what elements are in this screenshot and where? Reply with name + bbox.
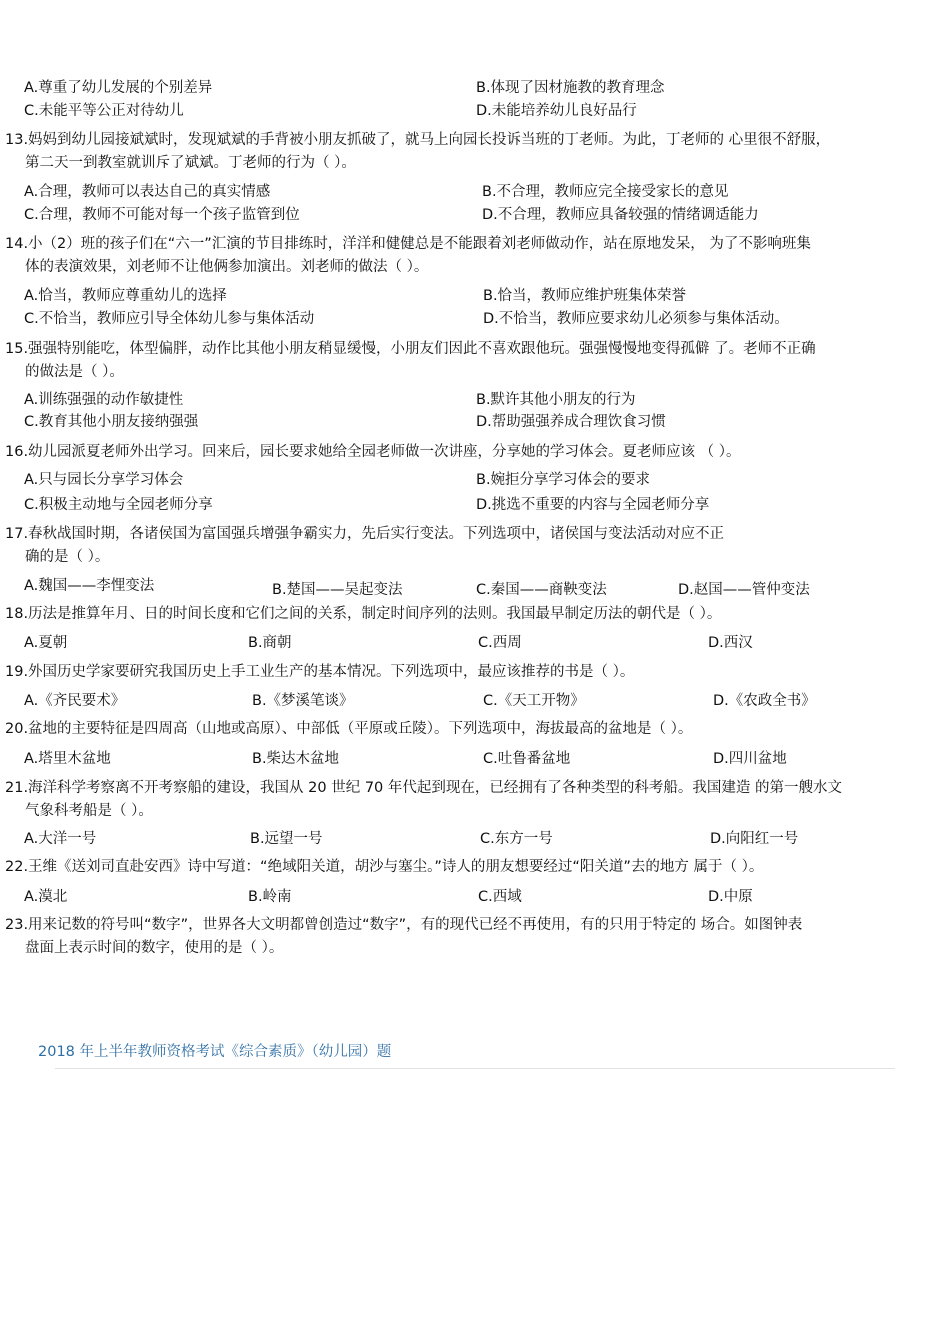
footer-title: 2018 年上半年教师资格考试《综合素质》（幼儿园）题 <box>38 1044 392 1060</box>
q21-stem <box>5 777 935 823</box>
q21-option-b: B.远望一号 <box>250 831 323 847</box>
q12-option-c: C.未能平等公正对待幼儿 <box>24 103 184 119</box>
q12-options-row-1 <box>0 77 950 99</box>
q12-option-d: D.未能培养幼儿良好品行 <box>476 103 637 119</box>
q23-stem <box>5 914 935 960</box>
q13-stem-line-2: 第二天一到教室就训斥了斌斌。丁老师的行为（ ）。 <box>25 155 356 171</box>
q16-option-c: C.积极主动地与全园老师分享 <box>24 497 213 513</box>
q21-stem-line-1: 21.海洋科学考察离不开考察船的建设，我国从 20 世纪 70 年代起到现在，已经拥有了各种类型的科考船。我国建造 的第一艘水文 <box>5 780 843 796</box>
q16-option-b: B.婉拒分享学习体会的要求 <box>476 472 651 488</box>
q14-option-b: B.恰当，教师应维护班集体荣誉 <box>483 288 687 304</box>
q16-stem <box>5 441 935 464</box>
q20-option-c: C.吐鲁番盆地 <box>483 751 571 767</box>
q21-option-c: C.东方一号 <box>480 831 553 847</box>
q18-stem <box>5 603 935 626</box>
q23-stem-line-2: 盘面上表示时间的数字，使用的是（ ）。 <box>25 940 284 956</box>
q15-stem-line-2: 的做法是（ ）。 <box>25 364 124 380</box>
q22-option-c: C.西域 <box>478 889 522 905</box>
q16-option-d: D.挑选不重要的内容与全园老师分享 <box>476 497 710 513</box>
q17-stem <box>5 523 935 569</box>
footer-divider <box>55 1068 895 1069</box>
q13-option-c: C.合理，教师不可能对每一个孩子监管到位 <box>24 207 300 223</box>
q22-option-b: B.岭南 <box>248 889 292 905</box>
q14-option-d: D.不恰当，教师应要求幼儿必须参与集体活动。 <box>483 311 789 327</box>
q16-stem-line-1: 16.幼儿园派夏老师外出学习。回来后，园长要求她给全园老师做一次讲座，分享她的学习体会。夏老师应该 （ ）。 <box>5 444 741 460</box>
q15-option-d: D.帮助强强养成合理饮食习惯 <box>476 414 666 430</box>
q15-stem <box>5 338 935 384</box>
q21-stem-line-2: 气象科考船是（ ）。 <box>25 803 153 819</box>
q14-stem-line-2: 体的表演效果，刘老师不让他俩参加演出。刘老师的做法（ ）。 <box>25 259 429 275</box>
q22-option-a: A.漠北 <box>24 889 68 905</box>
q15-stem-line-1: 15.强强特别能吃，体型偏胖，动作比其他小朋友稍显缓慢，小朋友们因此不喜欢跟他玩。强强慢慢地变得孤僻 了。老师不正确 <box>5 341 816 357</box>
q17-stem-line-2: 确的是（ ）。 <box>25 549 110 565</box>
q16-option-a: A.只与园长分享学习体会 <box>24 472 184 488</box>
q19-option-b: B.《梦溪笔谈》 <box>252 693 354 709</box>
q13-option-a: A.合理，教师可以表达自己的真实情感 <box>24 184 271 200</box>
q19-option-a: A.《齐民要术》 <box>24 693 126 709</box>
q21-options-row <box>0 828 950 850</box>
q15-option-a: A.训练强强的动作敏捷性 <box>24 392 184 408</box>
q14-stem-line-1: 14.小（2）班的孩子们在“六一”汇演的节目排练时，洋洋和健健总是不能跟着刘老师做动作，站在原地发呆， 为了不影响班集 <box>5 236 811 252</box>
q18-option-c: C.西周 <box>478 635 522 651</box>
q13-options-row-2 <box>0 204 950 226</box>
q14-options-row-2 <box>0 308 950 330</box>
q15-option-c: C.教育其他小朋友接纳强强 <box>24 414 199 430</box>
q14-option-c: C.不恰当，教师应引导全体幼儿参与集体活动 <box>24 311 315 327</box>
q20-option-d: D.四川盆地 <box>713 751 787 767</box>
q18-option-b: B.商朝 <box>248 635 292 651</box>
q20-stem <box>5 718 935 741</box>
q14-options-row-1 <box>0 285 950 307</box>
q17-option-b: B.楚国——吴起变法 <box>272 582 403 598</box>
q20-stem-line-1: 20.盆地的主要特征是四周高（山地或高原）、中部低（平原或丘陵）。下列选项中，海拔最高的盆地是（ ）。 <box>5 721 693 737</box>
q17-option-c: C.秦国——商鞅变法 <box>476 582 607 598</box>
q20-option-a: A.塔里木盆地 <box>24 751 111 767</box>
q18-option-d: D.西汉 <box>708 635 753 651</box>
q13-stem-line-1: 13.妈妈到幼儿园接斌斌时，发现斌斌的手背被小朋友抓破了，就马上向园长投诉当班的丁老师。为此，丁老师的 心里很不舒服， <box>5 132 831 148</box>
q12-options-row-2 <box>0 100 950 122</box>
q19-stem <box>5 661 935 684</box>
q15-option-b: B.默许其他小朋友的行为 <box>476 392 636 408</box>
q22-stem <box>5 856 935 879</box>
q19-options-row <box>0 690 950 712</box>
q23-stem-line-1: 23.用来记数的符号叫“数字”，世界各大文明都曾创造过“数字”，有的现代已经不再使用，有的只用于特定的 场合。如图钟表 <box>5 917 803 933</box>
q22-option-d: D.中原 <box>708 889 753 905</box>
q22-options-row <box>0 886 950 908</box>
q13-option-b: B.不合理，教师应完全接受家长的意见 <box>482 184 729 200</box>
q18-stem-line-1: 18.历法是推算年月、日的时间长度和它们之间的关系，制定时间序列的法则。我国最早制定历法的朝代是（ ）。 <box>5 606 722 622</box>
q17-stem-line-1: 17.春秋战国时期，各诸侯国为富国强兵增强争霸实力，先后实行变法。下列选项中，诸侯国与变法活动对应不正 <box>5 526 725 542</box>
q14-option-a: A.恰当，教师应尊重幼儿的选择 <box>24 288 227 304</box>
q21-option-a: A.大洋一号 <box>24 831 97 847</box>
q21-option-d: D.向阳红一号 <box>710 831 799 847</box>
q13-option-d: D.不合理，教师应具备较强的情绪调适能力 <box>482 207 759 223</box>
q13-options-row-1 <box>0 181 950 203</box>
q16-options-row-1 <box>0 469 950 491</box>
q19-option-d: D.《农政全书》 <box>713 693 816 709</box>
q15-options-row-2 <box>0 411 950 433</box>
q17-options-row <box>0 575 950 597</box>
q22-stem-line-1: 22.王维《送刘司直赴安西》诗中写道：“绝域阳关道，胡沙与塞尘。”诗人的朋友想要经过“阳关道”去的地方 属于（ ）。 <box>5 859 764 875</box>
q18-options-row <box>0 632 950 654</box>
q19-stem-line-1: 19.外国历史学家要研究我国历史上手工业生产的基本情况。下列选项中，最应该推荐的书是（ ）。 <box>5 664 635 680</box>
q18-option-a: A.夏朝 <box>24 635 68 651</box>
q17-option-a: A.魏国——李悝变法 <box>24 578 155 594</box>
q20-options-row <box>0 748 950 770</box>
q17-option-d: D.赵国——管仲变法 <box>678 582 810 598</box>
q16-options-row-2 <box>0 494 950 516</box>
q19-option-c: C.《天工开物》 <box>483 693 585 709</box>
q12-option-b: B.体现了因材施教的教育理念 <box>476 80 665 96</box>
q14-stem <box>5 233 935 279</box>
q12-option-a: A.尊重了幼儿发展的个别差异 <box>24 80 213 96</box>
q13-stem <box>5 129 935 175</box>
q20-option-b: B.柴达木盆地 <box>252 751 340 767</box>
q15-options-row-1 <box>0 389 950 411</box>
